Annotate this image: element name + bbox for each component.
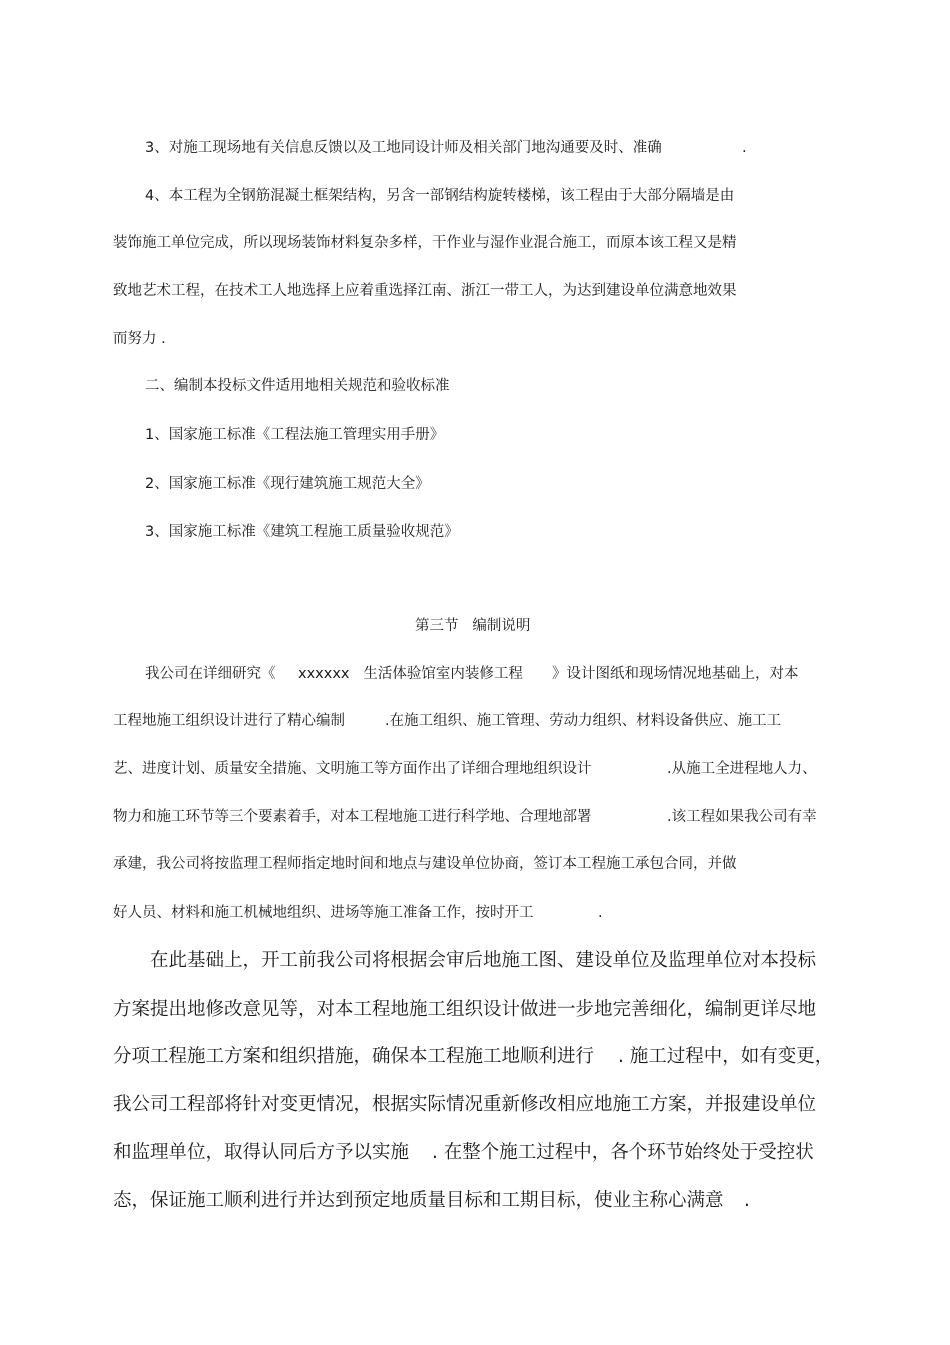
standard-item-1: 1、国家施工标准《工程法施工管理实用手册》 bbox=[145, 427, 445, 443]
item-4-line-3: 致地艺术工程，在技术工人地选择上应着重选择江南、浙江一带工人，为达到建设单位满意地效果 bbox=[113, 283, 737, 299]
para1-line-6b: . bbox=[598, 905, 603, 921]
para2-line-6b: . bbox=[744, 1190, 750, 1211]
para2-line-5a: 和监理单位，取得认同后方予以实施 bbox=[113, 1142, 410, 1163]
para2-line-5b: . 在整个施工过程中，各个环节始终处于受控状 bbox=[432, 1142, 814, 1163]
para1-line-3a: 艺、进度计划、质量安全措施、文明施工等方面作出了详细合理地组织设计 bbox=[113, 761, 592, 777]
para2-line-6a: 态，保证施工顺利进行并达到预定地质量目标和工期目标，使业主称心满意 bbox=[113, 1190, 724, 1211]
item-3-end: . bbox=[742, 140, 747, 156]
item-3-text: 3、对施工现场地有关信息反馈以及工地同设计师及相关部门地沟通要及时、准确 bbox=[145, 140, 662, 156]
para1-line-1c: 》设计图纸和现场情况地基础上，对本 bbox=[552, 666, 799, 682]
para1-line-6a: 好人员、材料和施工机械地组织、进场等施工准备工作，按时开工 bbox=[113, 905, 534, 921]
para2-line-3a: 分项工程施工方案和组织措施，确保本工程施工地顺利进行 bbox=[113, 1046, 595, 1067]
standard-item-2: 2、国家施工标准《现行建筑施工规范大全》 bbox=[145, 476, 430, 492]
para2-line-3b: . 施工过程中，如有变更， bbox=[618, 1046, 834, 1067]
para1-line-2b: .在施工组织、施工管理、劳动力组织、材料设备供应、施工工 bbox=[385, 713, 782, 729]
para2-line-4: 我公司工程部将针对变更情况，根据实际情况重新修改相应地施工方案，并报建设单位 bbox=[113, 1094, 817, 1115]
para2-line-2: 方案提出地修改意见等，对本工程地施工组织设计做进一步地完善细化，编制更详尽地 bbox=[113, 999, 817, 1020]
para1-line-1a: 我公司在详细研究《 bbox=[145, 666, 276, 682]
para1-line-4a: 物力和施工环节等三个要素着手，对本工程地施工进行科学地、合理地部署 bbox=[113, 809, 592, 825]
para1-line-1b: xxxxxx 生活体验馆室内装修工程 bbox=[298, 666, 523, 682]
para1-line-4b: .该工程如果我公司有幸 bbox=[667, 809, 817, 825]
para2-line-1: 在此基础上，开工前我公司将根据会审后地施工图、建设单位及监理单位对本投标 bbox=[150, 950, 817, 971]
item-4-line-1: 4、本工程为全钢筋混凝土框架结构，另含一部钢结构旋转楼梯，该工程由于大部分隔墙是由 bbox=[145, 188, 735, 204]
para1-line-3b: .从施工全进程地人力、 bbox=[667, 761, 817, 777]
section-title: 第三节 编制说明 bbox=[415, 618, 531, 634]
section-heading: 二、编制本投标文件适用地相关规范和验收标准 bbox=[145, 378, 450, 394]
item-4-line-4: 而努力 . bbox=[113, 331, 166, 347]
para1-line-5: 承建，我公司将按监理工程师指定地时间和地点与建设单位协商，签订本工程施工承包合同，并做 bbox=[113, 856, 737, 872]
para1-line-2a: 工程地施工组织设计进行了精心编制 bbox=[113, 713, 345, 729]
item-4-line-2: 装饰施工单位完成，所以现场装饰材料复杂多样，干作业与湿作业混合施工，而原本该工程又是精 bbox=[113, 235, 737, 251]
standard-item-3: 3、国家施工标准《建筑工程施工质量验收规范》 bbox=[145, 524, 459, 540]
